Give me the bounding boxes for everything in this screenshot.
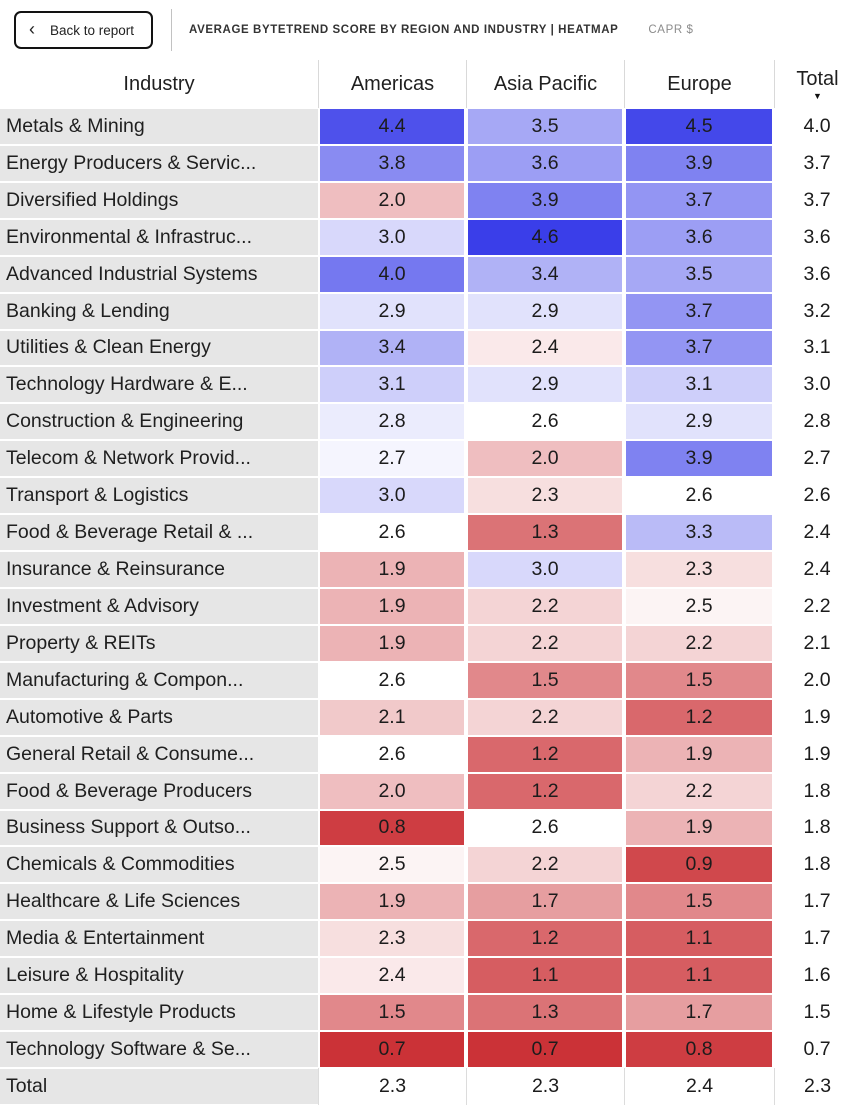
heat-cell	[318, 145, 466, 182]
row-total-cell	[774, 551, 860, 588]
row-label[interactable]: Environmental & Infrastruc...	[0, 220, 318, 255]
heat-cell-value[interactable]: 1.9	[320, 884, 464, 919]
heat-cell-value[interactable]: 1.5	[320, 995, 464, 1030]
heat-cell	[466, 145, 624, 182]
heat-cell-value[interactable]: 2.2	[626, 774, 772, 809]
heat-cell-value[interactable]: 2.2	[468, 626, 622, 661]
heat-cell-value[interactable]: 1.9	[626, 811, 772, 846]
chevron-left-icon: ‹	[29, 19, 35, 39]
row-total-value[interactable]: 2.6	[776, 478, 858, 513]
heat-cell	[466, 440, 624, 477]
column-header-europe[interactable]: Europe	[624, 60, 774, 108]
heat-cell	[624, 293, 774, 330]
heat-cell	[624, 1068, 774, 1105]
row-total-cell	[774, 625, 860, 662]
row-total-value[interactable]: 1.6	[776, 958, 858, 993]
heat-cell-value[interactable]: 4.4	[320, 109, 464, 144]
heat-cell-value[interactable]: 4.6	[468, 220, 622, 255]
heat-cell	[466, 810, 624, 847]
heat-cell-value[interactable]: 3.1	[320, 367, 464, 402]
row-label[interactable]: Technology Software & Se...	[0, 1032, 318, 1067]
row-total-cell	[774, 699, 860, 736]
heat-cell	[318, 699, 466, 736]
heat-cell-value[interactable]: 2.2	[626, 626, 772, 661]
row-total-cell	[774, 293, 860, 330]
column-header-total-label: Total	[796, 68, 839, 90]
table-row	[0, 1031, 860, 1068]
heat-cell-value[interactable]: 2.6	[320, 663, 464, 698]
heat-cell	[624, 551, 774, 588]
row-label[interactable]: Manufacturing & Compon...	[0, 663, 318, 698]
row-total-cell	[774, 403, 860, 440]
row-total-cell	[774, 773, 860, 810]
heatmap-matrix	[0, 60, 860, 1105]
table-row	[0, 883, 860, 920]
row-total-value[interactable]: 3.6	[776, 257, 858, 292]
row-total-cell	[774, 330, 860, 367]
heat-cell	[624, 182, 774, 219]
heat-cell-value[interactable]: 1.3	[468, 995, 622, 1030]
row-label[interactable]: Transport & Logistics	[0, 478, 318, 513]
heat-cell	[466, 736, 624, 773]
heat-cell-value[interactable]: 2.6	[468, 811, 622, 846]
heat-cell	[318, 810, 466, 847]
row-total-value[interactable]: 3.1	[776, 331, 858, 366]
row-total-cell	[774, 883, 860, 920]
table-row	[0, 625, 860, 662]
heat-cell-value[interactable]: 3.4	[468, 257, 622, 292]
row-label[interactable]: Advanced Industrial Systems	[0, 257, 318, 292]
heat-cell	[318, 219, 466, 256]
heat-cell-value[interactable]: 3.9	[626, 146, 772, 181]
heat-cell-value[interactable]: 3.4	[320, 331, 464, 366]
row-total-cell	[774, 514, 860, 551]
row-label[interactable]: General Retail & Consume...	[0, 737, 318, 772]
heat-cell	[318, 883, 466, 920]
table-row	[0, 256, 860, 293]
column-header-americas[interactable]: Americas	[318, 60, 466, 108]
sort-descending-icon: ▼	[813, 91, 822, 101]
heat-cell-value[interactable]: 1.2	[468, 774, 622, 809]
row-label[interactable]: Food & Beverage Producers	[0, 774, 318, 809]
heat-cell	[318, 256, 466, 293]
heat-cell	[624, 330, 774, 367]
row-total-value[interactable]: 1.8	[776, 847, 858, 882]
row-label[interactable]: Media & Entertainment	[0, 921, 318, 956]
table-row	[0, 403, 860, 440]
back-button-label: Back to report	[50, 22, 135, 38]
heat-cell	[466, 957, 624, 994]
row-total-cell	[774, 994, 860, 1031]
heat-cell-value[interactable]: 1.9	[320, 626, 464, 661]
row-total-value[interactable]: 2.2	[776, 589, 858, 624]
row-total-cell	[774, 108, 860, 145]
heat-cell	[624, 736, 774, 773]
heat-cell-value[interactable]: 2.2	[468, 589, 622, 624]
heat-cell-value[interactable]: 2.3	[626, 552, 772, 587]
row-label[interactable]: Investment & Advisory	[0, 589, 318, 624]
heat-cell	[318, 182, 466, 219]
heat-cell-value[interactable]: 4.5	[626, 109, 772, 144]
heat-cell	[318, 994, 466, 1031]
heat-cell-value[interactable]: 3.5	[626, 257, 772, 292]
row-label[interactable]: Metals & Mining	[0, 109, 318, 144]
heat-cell-value[interactable]: 2.9	[468, 294, 622, 329]
table-row	[0, 330, 860, 367]
heat-cell-value[interactable]: 3.5	[468, 109, 622, 144]
row-total-value[interactable]: 3.7	[776, 183, 858, 218]
table-row	[0, 699, 860, 736]
column-header-industry[interactable]: Industry	[123, 72, 195, 95]
row-label[interactable]: Insurance & Reinsurance	[0, 552, 318, 587]
heat-cell-value[interactable]: 3.1	[626, 367, 772, 402]
heat-cell	[318, 773, 466, 810]
row-label[interactable]: Chemicals & Commodities	[0, 847, 318, 882]
table-row	[0, 514, 860, 551]
heat-cell-value[interactable]: 3.9	[468, 183, 622, 218]
heat-cell	[624, 219, 774, 256]
heat-cell-value[interactable]: 1.9	[626, 737, 772, 772]
back-to-report-button[interactable]	[14, 11, 153, 49]
heat-cell-value[interactable]: 1.1	[626, 921, 772, 956]
heat-cell-value[interactable]: 3.7	[626, 183, 772, 218]
heat-cell-value[interactable]: 1.9	[320, 552, 464, 587]
table-row	[0, 477, 860, 514]
row-label[interactable]: Utilities & Clean Energy	[0, 331, 318, 366]
heat-cell-value[interactable]: 2.4	[627, 1069, 772, 1104]
heat-cell-value[interactable]: 2.4	[320, 958, 464, 993]
row-total-cell	[774, 588, 860, 625]
heat-cell-value[interactable]: 1.3	[468, 515, 622, 550]
column-header-total[interactable]	[774, 60, 860, 108]
heat-cell	[466, 883, 624, 920]
row-total-value[interactable]: 2.8	[776, 404, 858, 439]
heat-cell-value[interactable]: 0.7	[320, 1032, 464, 1067]
row-total-cell	[774, 477, 860, 514]
heat-cell-value[interactable]: 1.1	[468, 958, 622, 993]
row-total-cell	[774, 145, 860, 182]
row-label[interactable]: Total	[0, 1069, 318, 1104]
table-row	[0, 182, 860, 219]
row-label[interactable]: Diversified Holdings	[0, 183, 318, 218]
heat-cell-value[interactable]: 3.7	[626, 294, 772, 329]
row-total-cell	[774, 1031, 860, 1068]
column-header-asia-pacific[interactable]: Asia Pacific	[466, 60, 624, 108]
heat-cell-value[interactable]: 2.5	[320, 847, 464, 882]
row-total-value[interactable]: 2.1	[776, 626, 858, 661]
heat-cell-value[interactable]: 3.9	[626, 441, 772, 476]
table-row	[0, 736, 860, 773]
heat-cell-value[interactable]: 2.8	[320, 404, 464, 439]
heat-cell	[466, 1031, 624, 1068]
heat-cell-value[interactable]: 2.3	[468, 478, 622, 513]
heat-cell-value[interactable]: 3.3	[626, 515, 772, 550]
heat-cell-value[interactable]: 2.1	[320, 700, 464, 735]
table-row	[0, 440, 860, 477]
heat-cell	[466, 662, 624, 699]
matrix-header-row	[0, 60, 860, 108]
row-label[interactable]: Healthcare & Life Sciences	[0, 884, 318, 919]
heat-cell	[466, 994, 624, 1031]
row-total-cell	[774, 440, 860, 477]
heat-cell-value[interactable]: 1.7	[626, 995, 772, 1030]
heat-cell-value[interactable]: 1.5	[626, 884, 772, 919]
heat-cell-value[interactable]: 3.6	[626, 220, 772, 255]
row-total-value[interactable]: 1.8	[776, 774, 858, 809]
heat-cell-value[interactable]: 1.5	[468, 663, 622, 698]
heat-cell-value[interactable]: 3.0	[320, 220, 464, 255]
table-row	[0, 662, 860, 699]
heat-cell-value[interactable]: 0.9	[626, 847, 772, 882]
heat-cell	[466, 588, 624, 625]
heat-cell-value[interactable]: 1.2	[626, 700, 772, 735]
heat-cell	[466, 920, 624, 957]
heat-cell	[318, 108, 466, 145]
heat-cell-value[interactable]: 2.3	[469, 1069, 622, 1104]
heat-cell-value[interactable]: 2.2	[468, 847, 622, 882]
row-label[interactable]: Banking & Lending	[0, 294, 318, 329]
row-label[interactable]: Telecom & Network Provid...	[0, 441, 318, 476]
heat-cell	[624, 366, 774, 403]
heat-cell	[466, 551, 624, 588]
row-total-value[interactable]: 1.5	[776, 995, 858, 1030]
row-total-cell	[774, 846, 860, 883]
heat-cell-value[interactable]: 3.0	[320, 478, 464, 513]
heat-cell	[318, 403, 466, 440]
table-row	[0, 846, 860, 883]
heat-cell	[624, 662, 774, 699]
heat-cell	[318, 588, 466, 625]
table-row	[0, 773, 860, 810]
page-title: AVERAGE BYTETREND SCORE BY REGION AND INDUSTRY | HEATMAP	[189, 24, 619, 36]
heat-cell-value[interactable]: 2.0	[320, 774, 464, 809]
heat-cell	[318, 625, 466, 662]
heat-cell-value[interactable]: 3.6	[468, 146, 622, 181]
row-total-cell	[774, 1068, 860, 1105]
heat-cell-value[interactable]: 2.3	[320, 921, 464, 956]
row-total-value[interactable]: 0.7	[776, 1032, 858, 1067]
heat-cell-value[interactable]: 0.8	[320, 811, 464, 846]
top-bar	[0, 0, 860, 60]
heat-cell-value[interactable]: 2.7	[320, 441, 464, 476]
row-total-value[interactable]: 3.0	[776, 367, 858, 402]
heat-cell	[466, 699, 624, 736]
heat-cell-value[interactable]: 2.9	[626, 404, 772, 439]
heat-cell-value[interactable]: 1.7	[468, 884, 622, 919]
heat-cell-value[interactable]: 2.2	[468, 700, 622, 735]
heat-cell	[318, 477, 466, 514]
heat-cell-value[interactable]: 2.4	[468, 331, 622, 366]
heat-cell	[318, 440, 466, 477]
table-row	[0, 366, 860, 403]
table-row	[0, 551, 860, 588]
heat-cell-value[interactable]: 2.0	[320, 183, 464, 218]
heat-cell	[466, 293, 624, 330]
heat-cell	[466, 846, 624, 883]
heat-cell-value[interactable]: 0.8	[626, 1032, 772, 1067]
heat-cell-value[interactable]: 2.6	[320, 515, 464, 550]
row-total-cell	[774, 219, 860, 256]
heat-cell-value[interactable]: 1.2	[468, 921, 622, 956]
heat-cell	[318, 1068, 466, 1105]
table-row	[0, 920, 860, 957]
heat-cell	[624, 920, 774, 957]
top-bar-divider	[171, 9, 172, 51]
table-row	[0, 145, 860, 182]
table-row	[0, 219, 860, 256]
heat-cell	[466, 403, 624, 440]
heat-cell	[624, 588, 774, 625]
row-label[interactable]: Construction & Engineering	[0, 404, 318, 439]
heat-cell	[466, 625, 624, 662]
heat-cell	[466, 182, 624, 219]
row-label[interactable]: Food & Beverage Retail & ...	[0, 515, 318, 550]
row-total-value[interactable]: 1.8	[776, 811, 858, 846]
heat-cell	[318, 736, 466, 773]
heat-cell	[318, 330, 466, 367]
heat-cell	[318, 662, 466, 699]
matrix-body	[0, 108, 860, 1105]
heat-cell-value[interactable]: 3.7	[626, 331, 772, 366]
row-total-value[interactable]: 3.2	[776, 294, 858, 329]
heat-cell	[624, 773, 774, 810]
heat-cell	[624, 514, 774, 551]
heat-cell	[624, 994, 774, 1031]
table-row	[0, 588, 860, 625]
table-row	[0, 810, 860, 847]
heat-cell	[466, 773, 624, 810]
heat-cell-value[interactable]: 1.1	[626, 958, 772, 993]
heat-cell	[624, 108, 774, 145]
heat-cell-value[interactable]: 2.6	[468, 404, 622, 439]
row-total-cell	[774, 366, 860, 403]
heat-cell-value[interactable]: 0.7	[468, 1032, 622, 1067]
heat-cell-value[interactable]: 1.5	[626, 663, 772, 698]
row-total-cell	[774, 662, 860, 699]
heat-cell-value[interactable]: 2.6	[626, 478, 772, 513]
heat-cell	[624, 883, 774, 920]
heat-cell	[624, 957, 774, 994]
heat-cell	[624, 403, 774, 440]
heat-cell-value[interactable]: 2.0	[468, 441, 622, 476]
row-total-value[interactable]: 2.0	[776, 663, 858, 698]
row-label[interactable]: Leisure & Hospitality	[0, 958, 318, 993]
heat-cell	[318, 920, 466, 957]
heat-cell	[624, 1031, 774, 1068]
table-row	[0, 957, 860, 994]
row-label[interactable]: Technology Hardware & E...	[0, 367, 318, 402]
row-total-cell	[774, 810, 860, 847]
heat-cell	[624, 440, 774, 477]
row-total-cell	[774, 256, 860, 293]
heat-cell	[466, 366, 624, 403]
table-row	[0, 293, 860, 330]
heat-cell-value[interactable]: 3.0	[468, 552, 622, 587]
row-total-cell	[774, 957, 860, 994]
row-total-value[interactable]: 2.4	[776, 515, 858, 550]
heat-cell	[624, 477, 774, 514]
row-total-value[interactable]: 4.0	[776, 109, 858, 144]
row-total-value[interactable]: 2.3	[777, 1069, 858, 1104]
heat-cell-value[interactable]: 2.9	[320, 294, 464, 329]
heat-cell	[318, 1031, 466, 1068]
heat-cell	[624, 145, 774, 182]
row-total-cell	[774, 736, 860, 773]
heat-cell	[466, 256, 624, 293]
row-total-cell	[774, 920, 860, 957]
row-label[interactable]: Automotive & Parts	[0, 700, 318, 735]
heat-cell	[466, 108, 624, 145]
heat-cell	[624, 846, 774, 883]
row-total-value[interactable]: 2.7	[776, 441, 858, 476]
heat-cell-value[interactable]: 2.3	[321, 1069, 464, 1104]
heat-cell-value[interactable]: 1.9	[320, 589, 464, 624]
table-row	[0, 994, 860, 1031]
row-total-value[interactable]: 1.9	[776, 700, 858, 735]
row-total-cell	[774, 182, 860, 219]
heat-cell	[624, 256, 774, 293]
heat-cell	[466, 330, 624, 367]
row-total-value[interactable]: 1.7	[776, 884, 858, 919]
page-subtitle: CAPR $	[648, 24, 694, 36]
heat-cell-value[interactable]: 3.8	[320, 146, 464, 181]
heat-cell-value[interactable]: 2.5	[626, 589, 772, 624]
heat-cell	[624, 810, 774, 847]
heat-cell	[318, 846, 466, 883]
heat-cell-value[interactable]: 4.0	[320, 257, 464, 292]
row-label[interactable]: Home & Lifestyle Products	[0, 995, 318, 1030]
heat-cell	[624, 699, 774, 736]
heat-cell	[466, 1068, 624, 1105]
table-row	[0, 108, 860, 145]
heat-cell	[318, 514, 466, 551]
row-total-value[interactable]: 1.9	[776, 737, 858, 772]
heat-cell	[318, 366, 466, 403]
heat-cell-value[interactable]: 2.6	[320, 737, 464, 772]
row-total-value[interactable]: 3.7	[776, 146, 858, 181]
heat-cell	[318, 551, 466, 588]
heat-cell	[466, 219, 624, 256]
heat-cell	[466, 514, 624, 551]
heat-cell	[624, 625, 774, 662]
heat-cell-value[interactable]: 1.2	[468, 737, 622, 772]
row-total-value[interactable]: 3.6	[776, 220, 858, 255]
total-row	[0, 1068, 860, 1105]
row-total-value[interactable]: 1.7	[776, 921, 858, 956]
heat-cell	[318, 293, 466, 330]
heat-cell	[466, 477, 624, 514]
heat-cell-value[interactable]: 2.9	[468, 367, 622, 402]
row-total-value[interactable]: 2.4	[776, 552, 858, 587]
row-label[interactable]: Business Support & Outso...	[0, 811, 318, 846]
row-label[interactable]: Energy Producers & Servic...	[0, 146, 318, 181]
row-label[interactable]: Property & REITs	[0, 626, 318, 661]
heat-cell	[318, 957, 466, 994]
